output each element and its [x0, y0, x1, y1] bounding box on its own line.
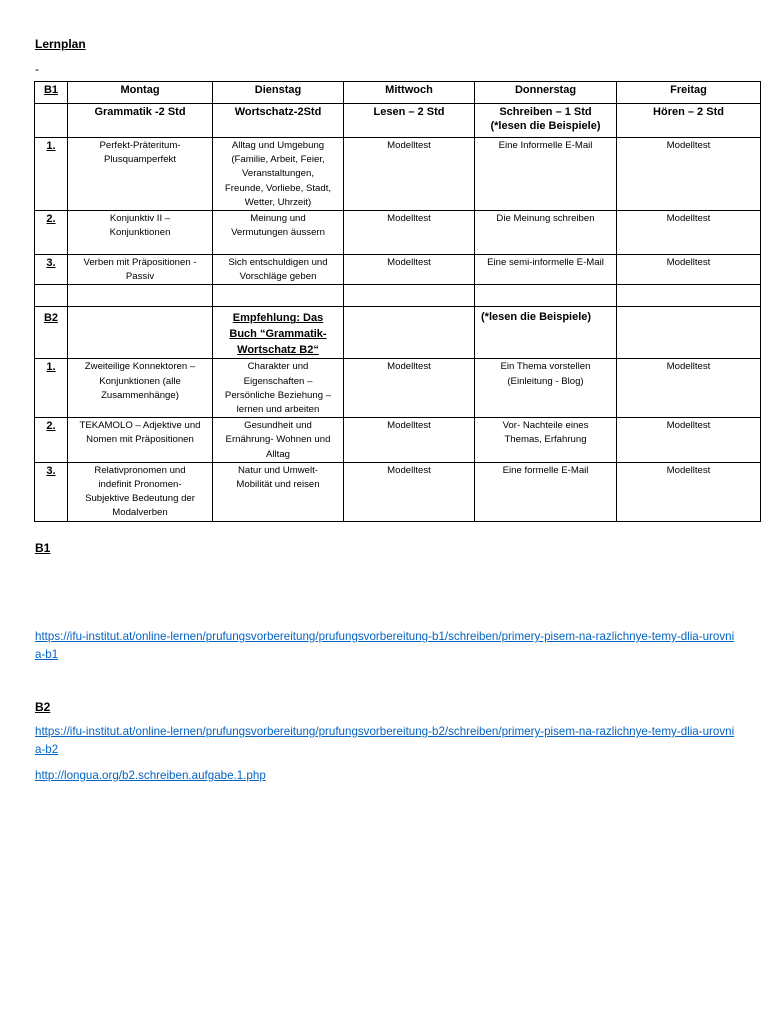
spacer-cell: [617, 285, 761, 307]
b2-header-montag: [68, 307, 213, 359]
subheader-grammatik: Grammatik -2 Std: [68, 104, 213, 138]
montag-cell: Konjunktiv II – Konjunktionen: [68, 211, 213, 255]
freitag-cell: Modelltest: [617, 138, 761, 211]
dienstag-cell: Natur und Umwelt- Mobilität und reisen: [213, 462, 344, 521]
b2-recommendation: Empfehlung: Das Buch “Grammatik- Wortschatz B2“: [213, 307, 344, 359]
freitag-cell: Modelltest: [617, 418, 761, 463]
b2-header-donnerstag: (*lesen die Beispiele): [475, 307, 617, 359]
freitag-cell: Modelltest: [617, 359, 761, 418]
freitag-cell: Modelltest: [617, 211, 761, 255]
spacer-cell: [68, 285, 213, 307]
header-level-b2: B2: [35, 307, 68, 359]
header-freitag: Freitag: [617, 82, 761, 104]
freitag-cell: Modelltest: [617, 462, 761, 521]
dash-marker: -: [35, 62, 39, 76]
donnerstag-cell: Eine formelle E-Mail: [475, 462, 617, 521]
document-title: Lernplan: [35, 37, 86, 51]
montag-cell: Zweiteilige Konnektoren – Konjunktionen (alle Zusammenhänge): [68, 359, 213, 418]
dienstag-cell: Alltag und Umgebung (Familie, Arbeit, Feier, Veranstaltungen, Freunde, Vorliebe, Stadt, Wetter, Uhrzeit): [213, 138, 344, 211]
mittwoch-cell: Modelltest: [344, 462, 475, 521]
spacer-cell: [344, 285, 475, 307]
table-row: [35, 359, 761, 418]
table-row: [35, 418, 761, 463]
montag-cell: Verben mit Präpositionen - Passiv: [68, 255, 213, 285]
row-number: 2.: [35, 211, 68, 255]
dienstag-cell: Charakter und Eigenschaften – Persönliche Beziehung – lernen und arbeiten: [213, 359, 344, 418]
row-number: 3.: [35, 255, 68, 285]
spacer-cell: [35, 285, 68, 307]
mittwoch-cell: Modelltest: [344, 418, 475, 463]
mittwoch-cell: Modelltest: [344, 211, 475, 255]
subheader-hoeren: Hören – 2 Std: [617, 104, 761, 138]
header-level-b1: B1: [35, 82, 68, 104]
subheader-wortschatz: Wortschatz-2Std: [213, 104, 344, 138]
row-number: 2.: [35, 418, 68, 463]
spacer-cell: [213, 285, 344, 307]
subheader-empty: [35, 104, 68, 138]
header-mittwoch: Mittwoch: [344, 82, 475, 104]
link-b2-schreiben[interactable]: https://ifu-institut.at/online-lernen/prufungsvorbereitung/prufungsvorbereitung-b2/schreiben/primery-pisem-na-razlichnye-temy-dlia-urovnia-b2: [35, 725, 735, 756]
spacer-row: [35, 285, 761, 307]
table-subheader-row: [35, 104, 761, 138]
table-row: [35, 255, 761, 285]
donnerstag-cell: Eine semi-informelle E-Mail: [475, 255, 617, 285]
b2-header-freitag: [617, 307, 761, 359]
row-number: 1.: [35, 359, 68, 418]
montag-cell: Relativpronomen und indefinit Pronomen- Subjektive Bedeutung der Modalverben: [68, 462, 213, 521]
mittwoch-cell: Modelltest: [344, 138, 475, 211]
b2-header-row: [35, 307, 761, 359]
b2-header-mittwoch: [344, 307, 475, 359]
dienstag-cell: Sich entschuldigen und Vorschläge geben: [213, 255, 344, 285]
link-b2-longua[interactable]: http://longua.org/b2.schreiben.aufgabe.1.php: [35, 769, 266, 782]
study-plan-table: [34, 81, 761, 522]
section-heading-b1: B1: [35, 541, 51, 555]
table-row: [35, 462, 761, 521]
table-row: [35, 138, 761, 211]
row-number: 3.: [35, 462, 68, 521]
dienstag-cell: Meinung und Vermutungen äussern: [213, 211, 344, 255]
donnerstag-cell: Ein Thema vorstellen (Einleitung - Blog): [475, 359, 617, 418]
table-header-row: [35, 82, 761, 104]
row-number: 1.: [35, 138, 68, 211]
subheader-schreiben: Schreiben – 1 Std (*lesen die Beispiele): [475, 104, 617, 138]
montag-cell: Perfekt-Präteritum- Plusquamperfekt: [68, 138, 213, 211]
mittwoch-cell: Modelltest: [344, 359, 475, 418]
header-montag: Montag: [68, 82, 213, 104]
header-dienstag: Dienstag: [213, 82, 344, 104]
section-heading-b2: B2: [35, 700, 51, 714]
montag-cell: TEKAMOLO – Adjektive und Nomen mit Präpositionen: [68, 418, 213, 463]
header-donnerstag: Donnerstag: [475, 82, 617, 104]
table-row: [35, 211, 761, 255]
freitag-cell: Modelltest: [617, 255, 761, 285]
subheader-lesen: Lesen – 2 Std: [344, 104, 475, 138]
dienstag-cell: Gesundheit und Ernährung- Wohnen und Alltag: [213, 418, 344, 463]
spacer-cell: [475, 285, 617, 307]
donnerstag-cell: Die Meinung schreiben: [475, 211, 617, 255]
donnerstag-cell: Vor- Nachteile eines Themas, Erfahrung: [475, 418, 617, 463]
donnerstag-cell: Eine Informelle E-Mail: [475, 138, 617, 211]
link-b1-schreiben[interactable]: https://ifu-institut.at/online-lernen/prufungsvorbereitung/prufungsvorbereitung-b1/schreiben/primery-pisem-na-razlichnye-temy-dlia-urovnia-b1: [35, 630, 735, 661]
mittwoch-cell: Modelltest: [344, 255, 475, 285]
